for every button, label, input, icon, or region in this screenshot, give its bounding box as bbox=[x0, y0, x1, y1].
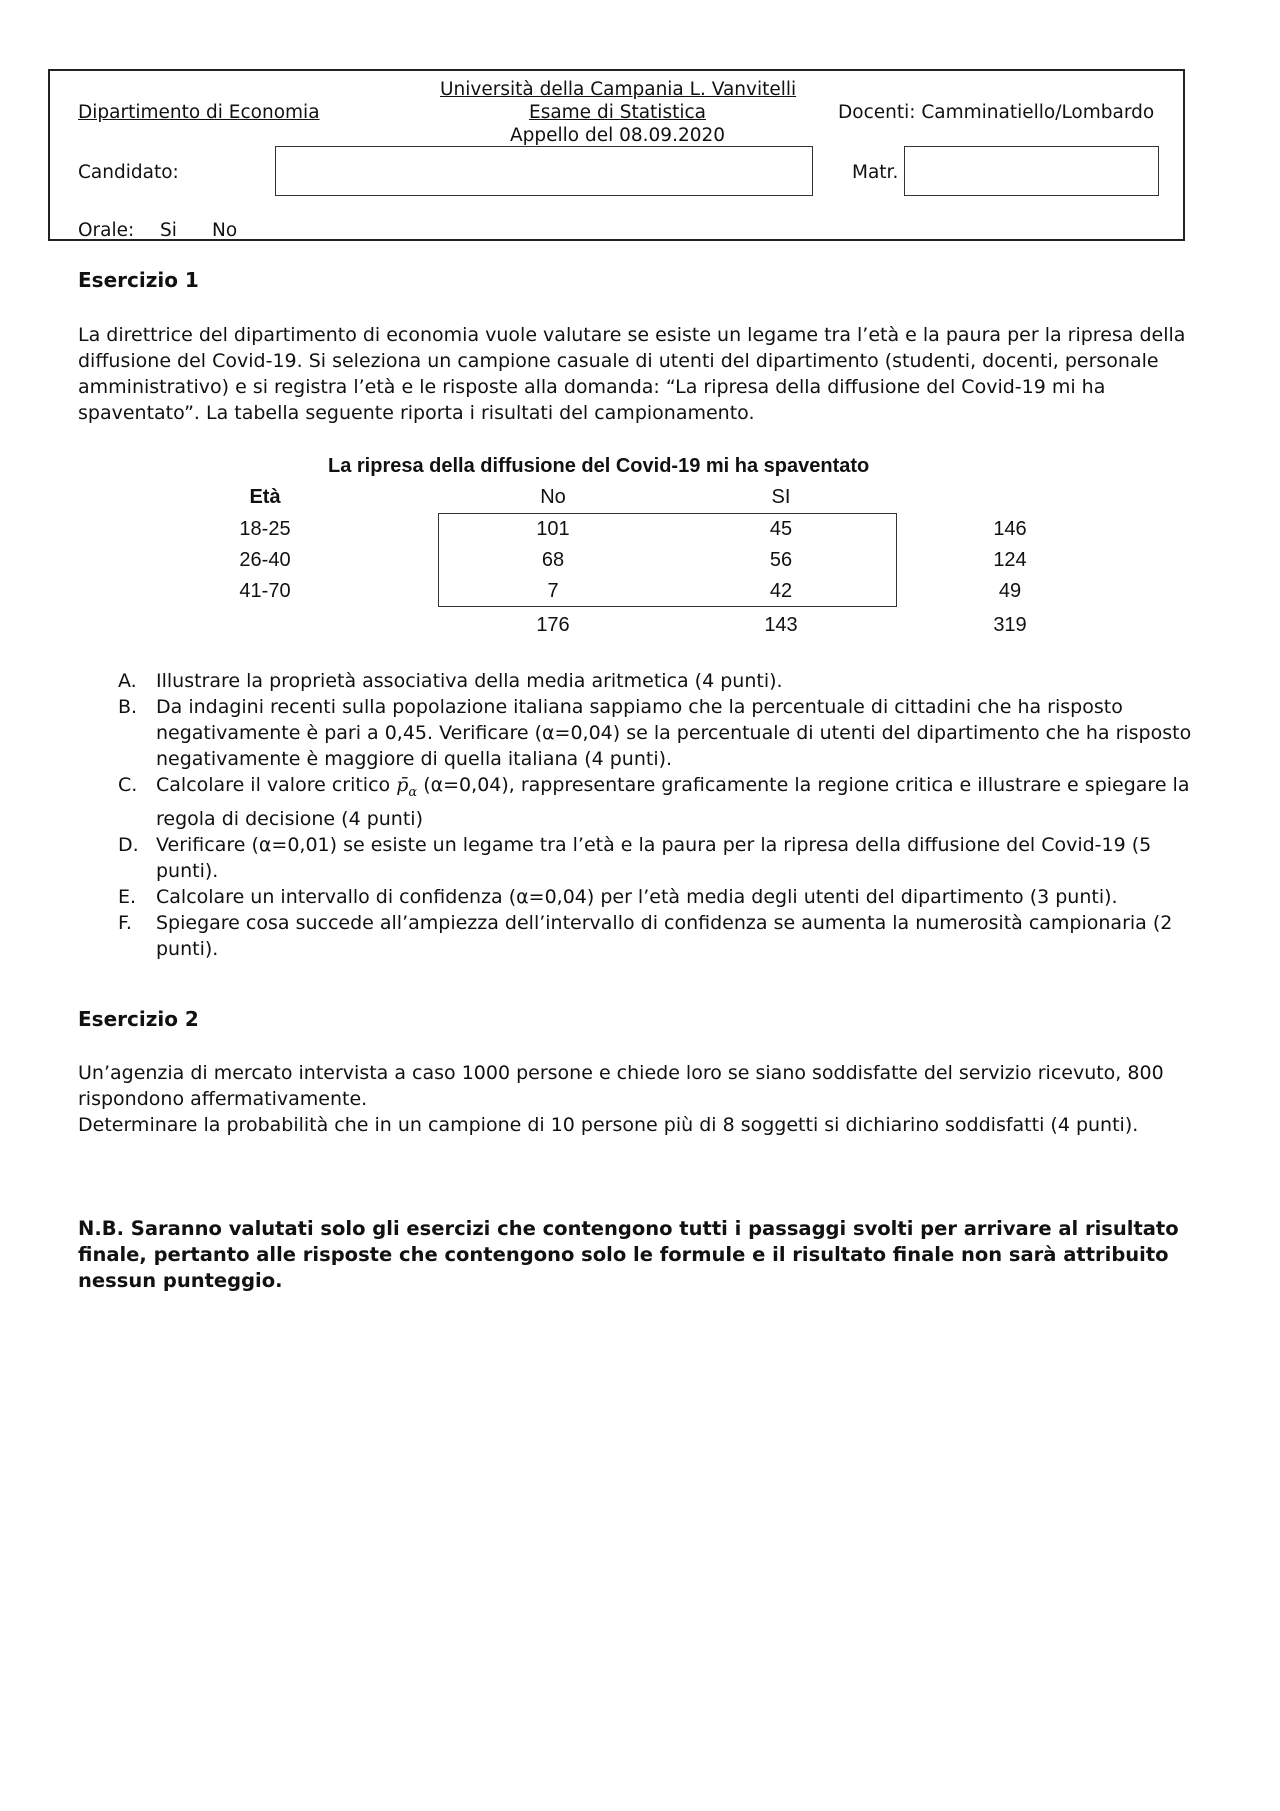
exercise2-text: Un’agenzia di mercato intervista a caso 1000 persone e chiede loro se siano soddisfatte del servizio ricevuto, 800 rispondono affermativamente. Determinare la probabilità che in un campione di 10 persone più di 8 soggetti si dichiarino soddisfatti (4 punti). bbox=[78, 1062, 1164, 1136]
table-cell-no: 68 bbox=[541, 549, 565, 571]
table-cell-age: 18-25 bbox=[239, 518, 291, 540]
question-list bbox=[108, 668, 1198, 962]
question-item: D. Verificare (α=0,01) se esiste un legame tra l’età e la paura per la ripresa della diffusione del Covid-19 (5 punti). bbox=[118, 833, 1152, 882]
university-name: Università della Campania L. Vanvitelli bbox=[440, 79, 797, 100]
oral-no[interactable]: No bbox=[212, 220, 238, 241]
table-cell-no: 101 bbox=[536, 518, 570, 540]
question-item: B. Da indagini recenti sulla popolazione italiana sappiamo che la percentuale di cittadini che ha risposto negativamente è pari a 0,45. Verificare (α=0,04) se la percentuale di utenti del dipartimento che ha risposto negativamente è maggiore di quella italiana (4 punti). bbox=[118, 696, 1192, 770]
matr-label: Matr. bbox=[852, 162, 899, 183]
oral-yes[interactable]: Si bbox=[160, 220, 177, 241]
table-grand-total: 319 bbox=[993, 614, 1027, 636]
department-name: Dipartimento di Economia bbox=[78, 102, 320, 123]
candidate-field[interactable] bbox=[275, 146, 813, 196]
table-cell-age: 41-70 bbox=[239, 580, 291, 602]
question-item: C. Calcolare il valore critico $p̄_\alpha$ (α=0,04), rappresentare graficamente la regione critica e illustrare e spiegare la regola di decisione (4 punti) bbox=[118, 774, 1190, 830]
teachers: Docenti: Camminatiello/Lombardo bbox=[838, 102, 1155, 123]
critical-value-symbol: $p̄_\alpha$ bbox=[396, 774, 418, 800]
table-cell-total: 146 bbox=[993, 518, 1027, 540]
table-total-si: 143 bbox=[764, 614, 798, 636]
table-cell-total: 124 bbox=[993, 549, 1027, 571]
question-item: F. Spiegare cosa succede all’ampiezza dell’intervallo di confidenza se aumenta la numerosità campionaria (2 punti). bbox=[118, 911, 1173, 960]
table-col-no: No bbox=[540, 486, 566, 508]
exam-session: Appello del 08.09.2020 bbox=[509, 125, 726, 146]
table-cell-si: 42 bbox=[769, 580, 793, 602]
table-row-header: Età bbox=[249, 486, 281, 508]
table-total-no: 176 bbox=[536, 614, 570, 636]
table-col-si: SI bbox=[771, 486, 791, 508]
exam-name: Esame di Statistica bbox=[529, 102, 706, 123]
exercise2-title: Esercizio 2 bbox=[78, 1007, 199, 1031]
table-cell-si: 56 bbox=[769, 549, 793, 571]
exercise1-text: La direttrice del dipartimento di economia vuole valutare se esiste un legame tra l’età e la paura per la ripresa della diffusione del Covid-19. Si seleziona un campione casuale di utenti del dipartimento (studenti, docenti, personale amministrativo) e si registra l’età e le risposte alla domanda: “La ripresa della diffusione del Covid-19 mi ha spaventato”. La tabella seguente riporta i risultati del campionamento. bbox=[78, 324, 1186, 424]
grading-note: N.B. Saranno valutati solo gli esercizi che contengono tutti i passaggi svolti per arrivare al risultato finale, pertanto alle risposte che contengono solo le formule e il risultato finale non sarà attribuito nessun punteggio. bbox=[78, 1217, 1179, 1292]
table-caption: La ripresa della diffusione del Covid-19 mi ha spaventato bbox=[328, 455, 870, 477]
table-cell-no: 7 bbox=[547, 580, 559, 602]
table-cell-age: 26-40 bbox=[239, 549, 291, 571]
oral-label: Orale: bbox=[78, 220, 135, 241]
candidate-label: Candidato: bbox=[78, 162, 179, 183]
exercise1-title: Esercizio 1 bbox=[78, 268, 199, 292]
question-item: E. Calcolare un intervallo di confidenza (α=0,04) per l’età media degli utenti del dipartimento (3 punti). bbox=[118, 885, 1118, 908]
question-item: A. Illustrare la proprietà associativa della media aritmetica (4 punti). bbox=[118, 670, 783, 692]
table-cell-total: 49 bbox=[998, 580, 1022, 602]
matr-field[interactable] bbox=[904, 146, 1159, 196]
table-cell-si: 45 bbox=[769, 518, 793, 540]
